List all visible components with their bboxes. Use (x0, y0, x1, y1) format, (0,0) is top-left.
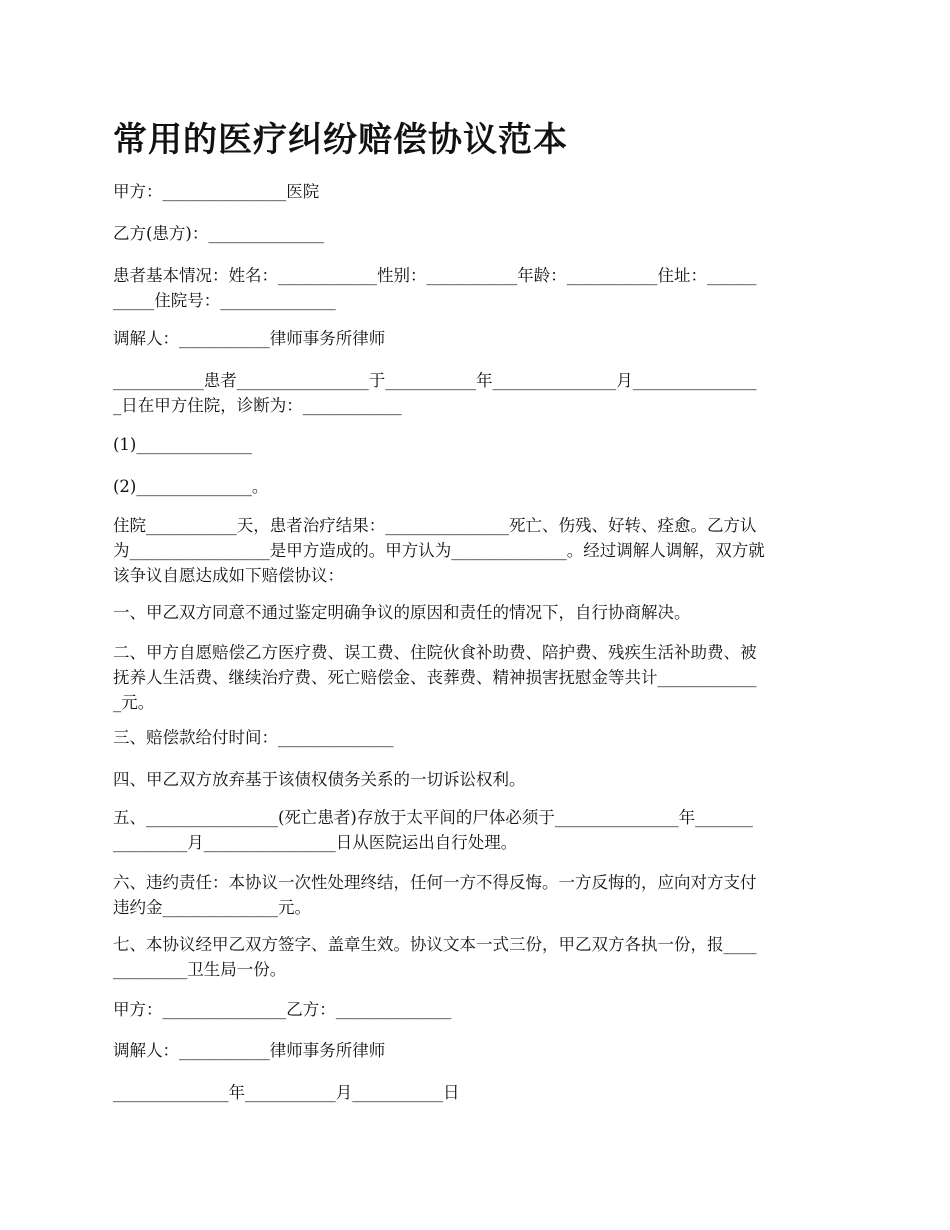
clause-1: 一、甲乙双方同意不通过鉴定明确争议的原因和责任的情况下，自行协商解决。 (113, 603, 691, 622)
party-a-line: 甲方：_______________医院 (113, 182, 320, 201)
clause-2-line-1: 二、甲方自愿赔偿乙方医疗费、误工费、住院伙食补助费、陪护费、残疾生活补助费、被 (113, 643, 757, 662)
clause-4: 四、甲乙双方放弃基于该债权债务关系的一切诉讼权利。 (113, 770, 526, 789)
signature-parties-line: 甲方：_______________乙方：______________ (113, 1000, 452, 1019)
clause-3: 三、赔偿款给付时间：______________ (113, 728, 394, 747)
treatment-line-2: 为_________________是甲方造成的。甲方认为______________。经过调解人调解，双方就 (113, 541, 765, 560)
admission-line-1: ___________患者________________于___________年_______________月_______________ (113, 371, 757, 390)
clause-5-line-2: _________月________________日从医院运出自行处理。 (113, 833, 518, 852)
clause-6-line-2: 违约金______________元。 (113, 898, 311, 917)
party-b-line: 乙方(患方)：______________ (113, 224, 324, 243)
patient-info-line-2: _____住院号：______________ (113, 291, 336, 310)
mediator-line: 调解人：___________律师事务所律师 (113, 329, 386, 348)
diagnosis-item-2: (2)______________。 (113, 477, 269, 496)
diagnosis-item-1: (1)______________ (113, 435, 252, 454)
document-title: 常用的医疗纠纷赔偿协议范本 (113, 120, 568, 160)
clause-5-line-1: 五、________________(死亡患者)存放于太平间的尸体必须于_______________年_______ (113, 808, 753, 827)
clause-2-line-2: 抚养人生活费、继续治疗费、死亡赔偿金、丧葬费、精神损害抚慰金等共计____________ (113, 668, 757, 687)
clause-7-line-2: _________卫生局一份。 (113, 960, 287, 979)
patient-info-line-1: 患者基本情况：姓名：____________性别：___________年龄：___________住址：______ (113, 266, 757, 285)
clause-7-line-1: 七、本协议经甲乙双方签字、盖章生效。协议文本一式三份，甲乙双方各执一份，报____ (113, 935, 757, 954)
treatment-line-1: 住院___________天，患者治疗结果：_______________死亡、伤残、好转、痊愈。乙方认 (113, 516, 757, 535)
clause-6-line-1: 六、违约责任：本协议一次性处理终结，任何一方不得反悔。一方反悔的，应向对方支付 (113, 873, 757, 892)
clause-2-line-3: _元。 (113, 693, 155, 712)
signature-mediator-line: 调解人：___________律师事务所律师 (113, 1041, 386, 1060)
treatment-line-3: 该争议自愿达成如下赔偿协议： (113, 566, 344, 585)
admission-line-2: _日在甲方住院，诊断为：____________ (113, 396, 402, 415)
signature-date-line: ______________年___________月___________日 (113, 1083, 460, 1102)
